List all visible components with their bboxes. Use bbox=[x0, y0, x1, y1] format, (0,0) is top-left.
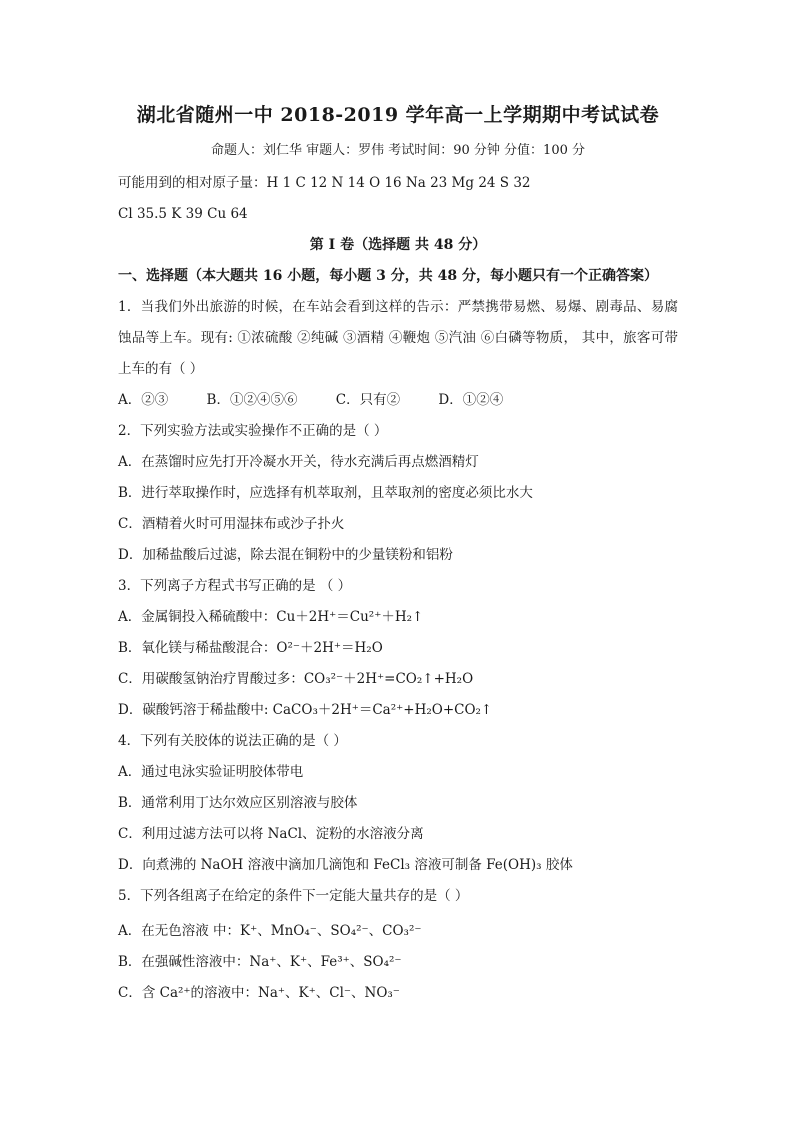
question-4-option-d: D．向煮沸的 NaOH 溶液中滴加几滴饱和 FeCl₃ 溶液可制备 Fe(OH)₃ 胶体 bbox=[118, 857, 573, 873]
question-3-option-b: B．氧化镁与稀盐酸混合：O²⁻＋2H⁺＝H₂O bbox=[118, 640, 383, 656]
exam-page bbox=[118, 100, 678, 1009]
question-2-stem: 2．下列实验方法或实验操作不正确的是（ ） bbox=[118, 423, 388, 439]
question-4-stem: 4．下列有关胶体的说法正确的是（ ） bbox=[118, 733, 347, 749]
exam-title: 湖北省随州一中 2018-2019 学年高一上学期期中考试试卷 bbox=[136, 104, 660, 126]
question-2-option-c: C．酒精着火时可用湿抹布或沙子扑火 bbox=[118, 516, 345, 532]
question-3-option-a: A．金属铜投入稀硫酸中：Cu＋2H⁺＝Cu²⁺＋H₂↑ bbox=[118, 609, 424, 625]
question-5-stem: 5．下列各组离子在给定的条件下一定能大量共存的是（ ） bbox=[118, 888, 469, 904]
question-3-option-c: C．用碳酸氢钠治疗胃酸过多：CO₃²⁻＋2H⁺=CO₂↑+H₂O bbox=[118, 671, 474, 687]
part-heading: 一、选择题（本大题共 16 小题，每小题 3 分，共 48 分，每小题只有一个正确答案） bbox=[118, 268, 658, 284]
question-1-option-c: C．只有② bbox=[335, 392, 401, 408]
atomic-masses-line-1: 可能用到的相对原子量：H 1 C 12 N 14 O 16 Na 23 Mg 24 S 32 bbox=[118, 175, 531, 191]
question-1-stem: 1．当我们外出旅游的时候，在车站会看到这样的告示：严禁携带易燃、易爆、剧毒品、易腐蚀品等上车。现有: ①浓硫酸 ②纯碱 ③酒精 ④鞭炮 ⑤汽油 ⑥白磷等物质， 其中，旅客可带上车的有（ ） bbox=[118, 299, 678, 377]
question-4-option-c: C．利用过滤方法可以将 NaCl、淀粉的水溶液分离 bbox=[118, 826, 424, 842]
question-1-option-d: D．①②④ bbox=[438, 392, 504, 408]
question-5-option-c: C．含 Ca²⁺的溶液中：Na⁺、K⁺、Cl⁻、NO₃⁻ bbox=[118, 985, 400, 1001]
exam-meta: 命题人：刘仁华 审题人：罗伟 考试时间：90 分钟 分值：100 分 bbox=[210, 143, 586, 158]
section-title: 第 I 卷（选择题 共 48 分） bbox=[309, 237, 487, 253]
question-1-option-a: A．②③ bbox=[118, 392, 169, 408]
question-2-option-d: D．加稀盐酸后过滤，除去混在铜粉中的少量镁粉和铝粉 bbox=[118, 547, 453, 563]
question-1-options bbox=[118, 385, 678, 416]
question-2-option-b: B．进行萃取操作时，应选择有机萃取剂，且萃取剂的密度必须比水大 bbox=[118, 485, 533, 501]
question-5-option-a: A．在无色溶液 中：K⁺、MnO₄⁻、SO₄²⁻、CO₃²⁻ bbox=[118, 923, 422, 939]
question-5-option-b: B．在强碱性溶液中：Na⁺、K⁺、Fe³⁺、SO₄²⁻ bbox=[118, 954, 402, 970]
atomic-masses-line-2: Cl 35.5 K 39 Cu 64 bbox=[118, 206, 248, 222]
question-1-option-b: B．①②④⑤⑥ bbox=[206, 392, 298, 408]
question-2-option-a: A．在蒸馏时应先打开冷凝水开关，待水充满后再点燃酒精灯 bbox=[118, 454, 479, 470]
question-4-option-a: A．通过电泳实验证明胶体带电 bbox=[118, 764, 304, 780]
question-3-stem: 3．下列离子方程式书写正确的是 （ ） bbox=[118, 578, 352, 594]
question-4-option-b: B．通常利用丁达尔效应区别溶液与胶体 bbox=[118, 795, 358, 811]
question-3-option-d: D．碳酸钙溶于稀盐酸中: CaCO₃＋2H⁺＝Ca²⁺+H₂O+CO₂↑ bbox=[118, 702, 493, 718]
